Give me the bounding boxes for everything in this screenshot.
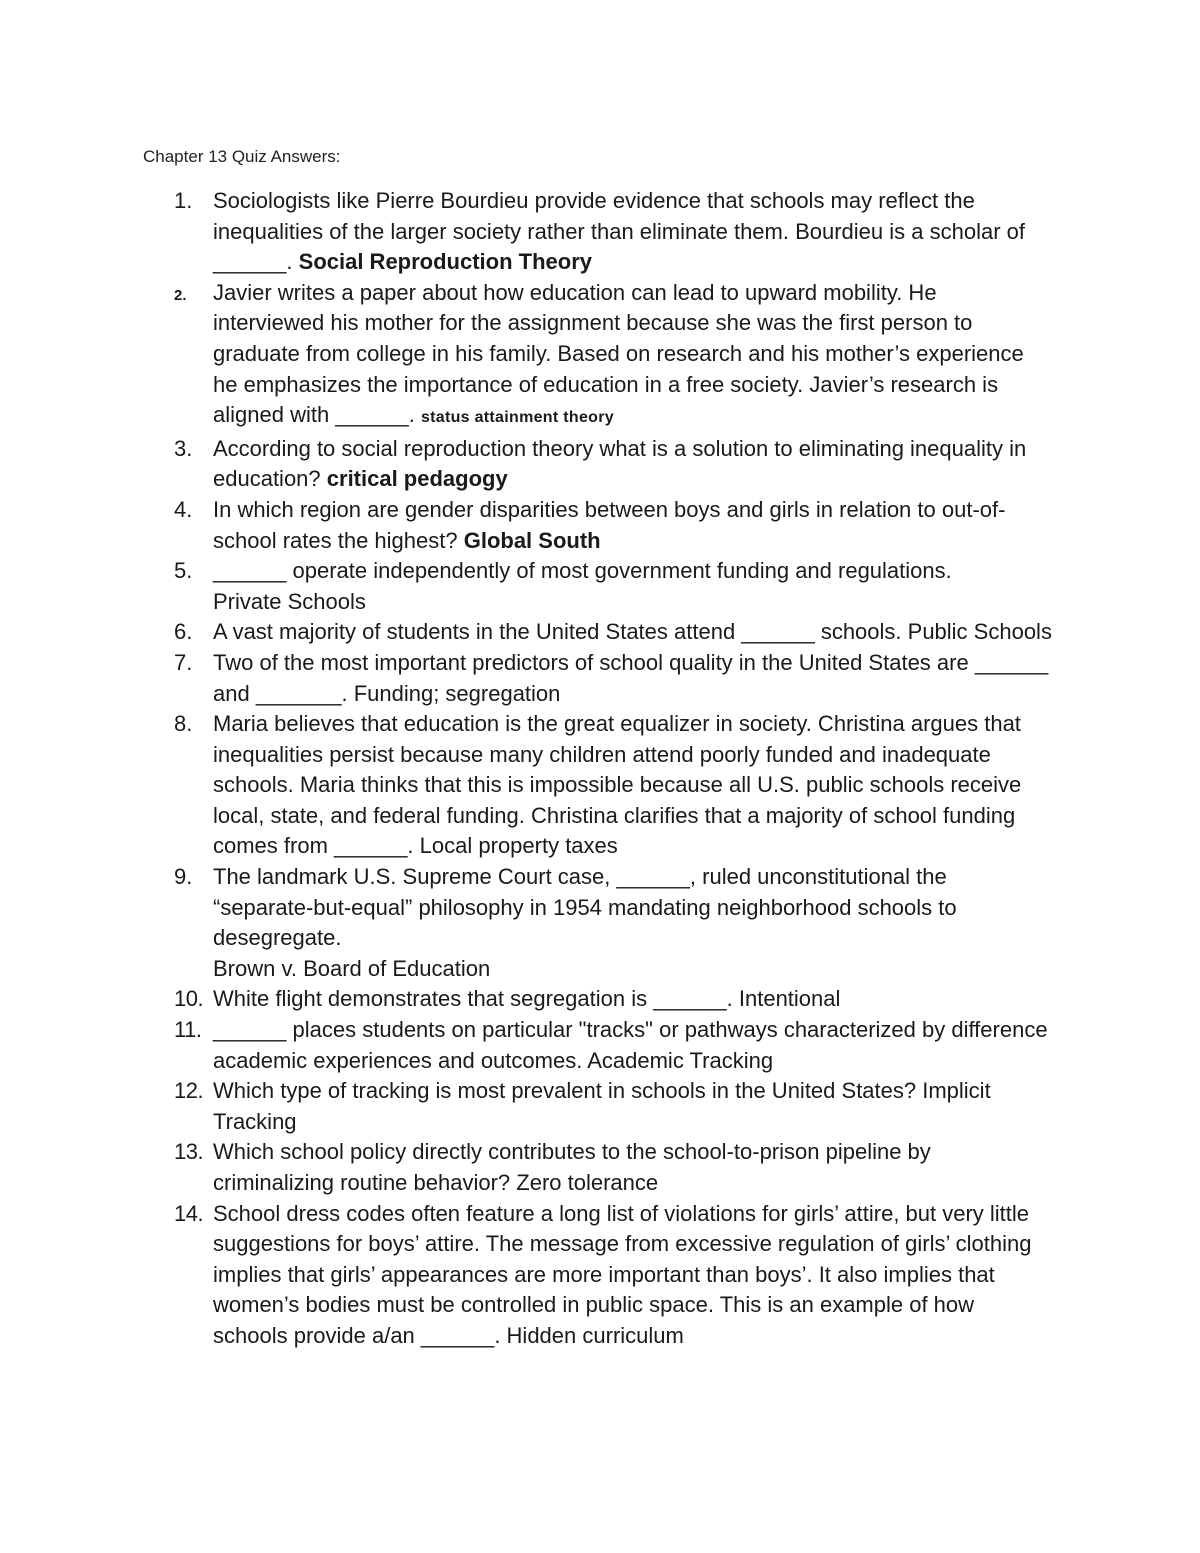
question-answer: Zero tolerance bbox=[516, 1170, 659, 1195]
question-number: 5. bbox=[174, 558, 193, 584]
question-answer: Local property taxes bbox=[419, 833, 618, 859]
question-prompt: Which type of tracking is most prevalent in schools in the United States? bbox=[213, 1078, 923, 1104]
question-prompt: According to social reproduction theory what is a solution to eliminating inequality in education? bbox=[213, 435, 1027, 492]
question-number: 3. bbox=[174, 435, 193, 461]
question-prompt: White flight demonstrates that segregation is ______. bbox=[213, 986, 739, 1012]
question-text bbox=[213, 648, 1053, 709]
question-text bbox=[213, 556, 1053, 617]
question-answer: Hidden curriculum bbox=[506, 1322, 684, 1348]
question-answer: Social Reproduction Theory bbox=[298, 249, 593, 275]
question-answer: status attainment theory bbox=[420, 409, 614, 427]
question-prompt: The landmark U.S. Supreme Court case, ______, ruled unconstitutional the “separate-but-equal” philosophy in 1954 mandating neighborhood schools to desegregate. bbox=[213, 864, 957, 951]
question-text bbox=[213, 1199, 1053, 1352]
question-item-9 bbox=[143, 862, 1053, 984]
question-item-3 bbox=[143, 434, 1053, 495]
question-item-8 bbox=[143, 709, 1053, 862]
question-prompt: Which school policy directly contributes to the school-to-prison pipeline by criminalizing routine behavior? bbox=[213, 1139, 931, 1195]
question-text bbox=[213, 434, 1053, 495]
question-answer: Academic Tracking bbox=[587, 1047, 774, 1073]
question-number: 1. bbox=[174, 188, 193, 213]
question-text bbox=[213, 709, 1053, 862]
question-answer: Intentional bbox=[738, 986, 841, 1012]
question-list bbox=[143, 186, 1053, 1352]
question-item-4 bbox=[143, 495, 1053, 556]
question-item-2 bbox=[143, 278, 1053, 434]
question-number: 12. bbox=[174, 1078, 204, 1104]
question-text bbox=[213, 862, 1053, 984]
question-number: 10. bbox=[174, 986, 204, 1012]
question-number: 6. bbox=[174, 619, 193, 645]
question-text bbox=[213, 186, 1053, 278]
question-answer: Funding; segregation bbox=[353, 680, 561, 706]
question-answer: Global South bbox=[463, 527, 601, 553]
question-prompt: A vast majority of students in the United States attend ______ schools. bbox=[213, 619, 908, 645]
question-prompt: In which region are gender disparities between boys and girls in relation to out-of-school rates the highest? bbox=[213, 496, 1006, 553]
question-text bbox=[213, 1076, 1053, 1137]
question-prompt: ______ places students on particular "tracks" or pathways characterized by difference academic experiences and outcomes. bbox=[213, 1017, 1048, 1073]
question-number: 7. bbox=[174, 649, 193, 675]
question-item-5 bbox=[143, 556, 1053, 617]
question-item-6 bbox=[143, 617, 1053, 648]
question-number: 13. bbox=[174, 1139, 204, 1165]
question-text bbox=[213, 495, 1053, 556]
question-number: 8. bbox=[174, 711, 193, 737]
question-item-11 bbox=[143, 1015, 1053, 1076]
question-prompt: Two of the most important predictors of school quality in the United States are ______ and _______. bbox=[213, 649, 1049, 706]
question-text bbox=[213, 617, 1053, 648]
question-text bbox=[213, 1015, 1053, 1076]
question-number: 11. bbox=[174, 1017, 202, 1043]
question-item-13 bbox=[143, 1137, 1053, 1198]
question-text bbox=[213, 278, 1053, 434]
question-answer: critical pedagogy bbox=[326, 466, 508, 492]
question-item-14 bbox=[143, 1199, 1053, 1352]
question-item-7 bbox=[143, 648, 1053, 709]
question-prompt: Javier writes a paper about how education can lead to upward mobility. He interviewed his mother for the assignment because she was the first person to graduate from college in his family. Based on research and his mother’s experience he emphasizes the importance of education in a free society. Javier’s research is aligned with ______. bbox=[213, 279, 1024, 428]
question-text bbox=[213, 1137, 1053, 1198]
question-prompt: Maria believes that education is the great equalizer in society. Christina argues that inequalities persist because many children attend poorly funded and inadequate schools. Maria thinks that this is impossible because all U.S. public schools receive local, state, and federal funding. Christina clarifies that a majority of school funding comes from ______. bbox=[213, 711, 1022, 859]
question-item-10 bbox=[143, 984, 1053, 1015]
question-prompt: Sociologists like Pierre Bourdieu provide evidence that schools may reflect the inequalities of the larger society rather than eliminate them. Bourdieu is a scholar of ______. bbox=[213, 188, 1025, 275]
question-number: 4. bbox=[174, 496, 193, 522]
document-title: Chapter 13 Quiz Answers: bbox=[143, 147, 341, 166]
question-answer: Implicit Tracking bbox=[213, 1078, 991, 1134]
question-number: 9. bbox=[174, 864, 193, 890]
question-number: 2. bbox=[174, 286, 187, 304]
question-item-1 bbox=[143, 186, 1053, 278]
question-answer: Private Schools bbox=[213, 588, 366, 614]
question-item-12 bbox=[143, 1076, 1053, 1137]
question-prompt: School dress codes often feature a long list of violations for girls’ attire, but very little suggestions for boys’ attire. The message from excessive regulation of girls’ clothing implies that girls’ appearances are more important than boys’. It also implies that women’s bodies must be controlled in public space. This is an example of how schools provide a/an ______. bbox=[213, 1200, 1032, 1348]
question-text bbox=[213, 984, 1053, 1015]
question-answer: Brown v. Board of Education bbox=[213, 955, 491, 981]
question-answer: Public Schools bbox=[907, 619, 1052, 645]
question-prompt: ______ operate independently of most government funding and regulations. bbox=[213, 558, 952, 584]
question-number: 14. bbox=[174, 1200, 204, 1226]
